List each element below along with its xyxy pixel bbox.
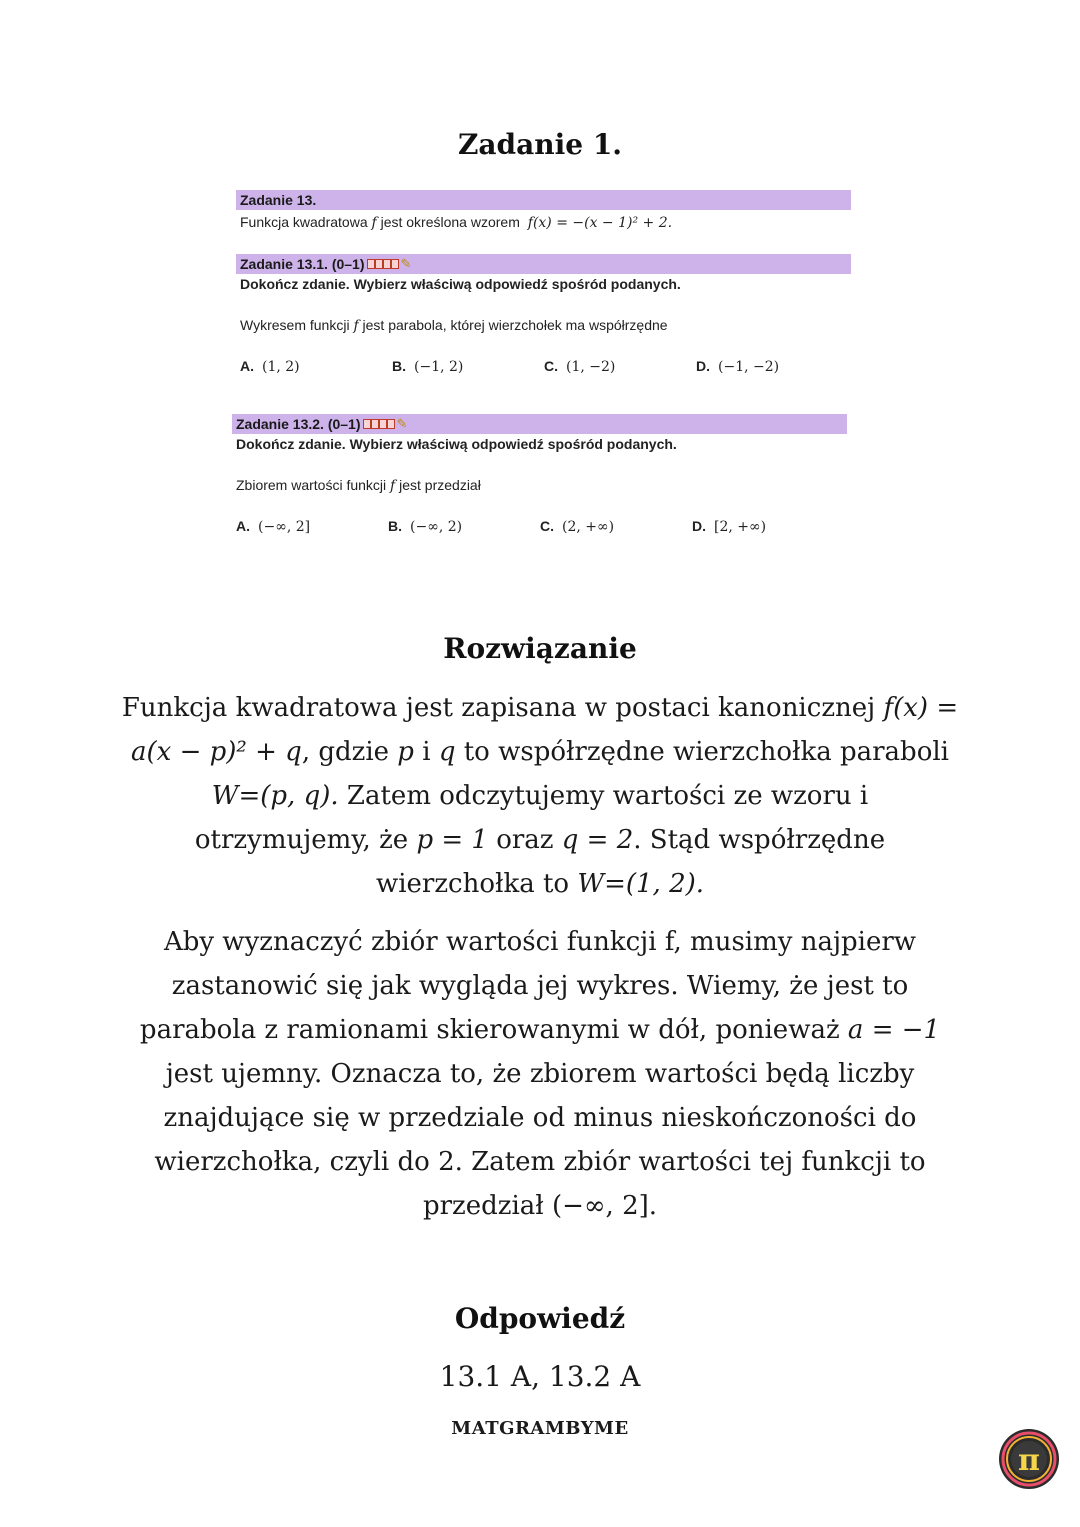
subtask-2-bar [232,414,847,434]
option-a: A. (1, 2) [240,358,300,375]
solution-paragraph-1: Funkcja kwadratowa jest zapisana w postaci kanonicznej f(x) = a(x − p)² + q, gdzie p i q to współrzędne wierzchołka paraboli W=(p, q). Zatem odczytujemy wartości ze wzoru i otrzymujemy, że p = 1 oraz q = 2. Stąd współrzędne wierzchołka to W=(1, 2). [121,693,959,899]
subtask-1-title: Zadanie 13.1. (0–1) [240,256,365,272]
task-intro: Funkcja kwadratowa f jest określona wzorem f(x) = −(x − 1)² + 2. [240,214,673,231]
answer-heading: Odpowiedź [454,1302,626,1335]
subtask-1-stem: Wykresem funkcji f jest parabola, której wierzchołek ma współrzędne [240,317,668,334]
pencil-icon: ✎ [400,256,412,271]
option-d: D. (−1, −2) [696,358,780,375]
option-b: B. (−1, 2) [392,358,464,375]
subtask-1-bar [236,254,851,274]
points-boxes-icon [363,419,395,429]
subtask-2-title: Zadanie 13.2. (0–1) [236,416,361,432]
task-formula: f(x) = −(x − 1)² + 2. [527,215,673,231]
pencil-icon: ✎ [396,416,408,431]
option-c: C. (1, −2) [544,358,616,375]
svg-text:π: π [1018,1443,1040,1478]
subtask-2-stem: Zbiorem wartości funkcji f jest przedział [236,477,481,494]
option-c: C. (2, +∞) [540,518,615,535]
canonical-formula: f(x) = a(x − p)² + q [131,693,959,767]
option-d: D. [2, +∞) [692,518,767,535]
subtask-2-instruction: Dokończ zdanie. Wybierz właściwą odpowiedź spośród podanych. [236,436,677,452]
answer-text: 13.1 A, 13.2 A [439,1360,641,1393]
subtask-1-instruction: Dokończ zdanie. Wybierz właściwą odpowiedź spośród podanych. [240,276,681,292]
subtask-2-options [236,518,836,538]
exam-excerpt [236,190,851,550]
value-interval: (−∞, 2]. [551,1191,658,1221]
page-title: Zadanie 1. [457,128,623,161]
brand-name: MATGRAMBYME [451,1418,629,1439]
pi-logo-icon [998,1428,1060,1490]
points-boxes-icon [367,259,399,269]
subtask-1-options [240,358,840,378]
solution-paragraph-2: Aby wyznaczyć zbiór wartości funkcji f, musimy najpierw zastanowić się jak wygląda jej wykres. Wiemy, że jest to parabola z ramionami skierowanymi w dół, ponieważ a = −1 jest ujemny. Oznacza to, że zbiorem wartości będą liczby znajdujące się w przedziale od minus nieskończoności do wierzchołka, czyli do 2. Zatem zbiór wartości tej funkcji to przedział (−∞, 2]. [139,927,941,1221]
task-header-bar [236,190,851,210]
task-title: Zadanie 13. [240,192,317,208]
option-a: A. (−∞, 2] [236,518,311,535]
option-b: B. (−∞, 2) [388,518,463,535]
solution-heading: Rozwiązanie [443,632,637,665]
